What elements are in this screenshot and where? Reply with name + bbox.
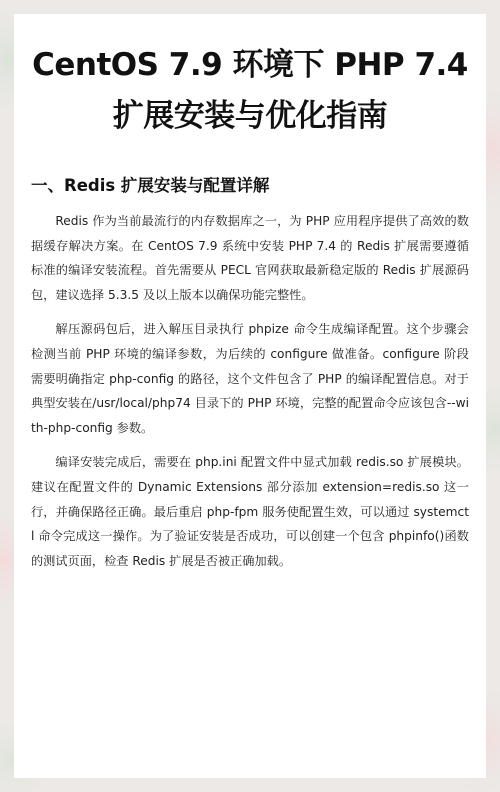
page-title xyxy=(31,40,469,142)
paragraph-2: 解压源码包后，进入解压目录执行 phpize 命令生成编译配置。这个步骤会检测当前 PHP 环境的编译参数，为后续的 configure 做准备。configure 阶段需要明确指定 php-config 的路径，这个文件包含了 PHP 的编译配置信息。对于典型安装在/usr/local/php74 目录下的 PHP 环境，完整的配置命令应该包含--with-php-config 参数。 xyxy=(31,322,469,435)
title-line-2: 扩展安装与优化指南 xyxy=(112,98,388,134)
paragraph-3: 编译安装完成后，需要在 php.ini 配置文件中显式加载 redis.so 扩展模块。建议在配置文件的 Dynamic Extensions 部分添加 extension=redis.so 这一行，并确保路径正确。最后重启 php-fpm 服务使配置生效，可以通过 systemctl 命令完成这一操作。为了验证安装是否成功，可以创建一个包含 phpinfo()函数的测试页面，检查 Redis 扩展是否被正确加载。 xyxy=(31,455,469,568)
paragraph-1: Redis 作为当前最流行的内存数据库之一，为 PHP 应用程序提供了高效的数据缓存解决方案。在 CentOS 7.9 系统中安装 PHP 7.4 的 Redis 扩展需要遵循标准的编译安装流程。首先需要从 PECL 官网获取最新稳定版的 Redis 扩展源码包，建议选择 5.3.5 及以上版本以确保功能完整性。 xyxy=(31,214,469,302)
article-card xyxy=(14,14,486,778)
section-heading: 一、Redis 扩展安装与配置详解 xyxy=(31,176,270,195)
title-line-1: CentOS 7.9 环境下 PHP 7.4 xyxy=(32,47,468,83)
